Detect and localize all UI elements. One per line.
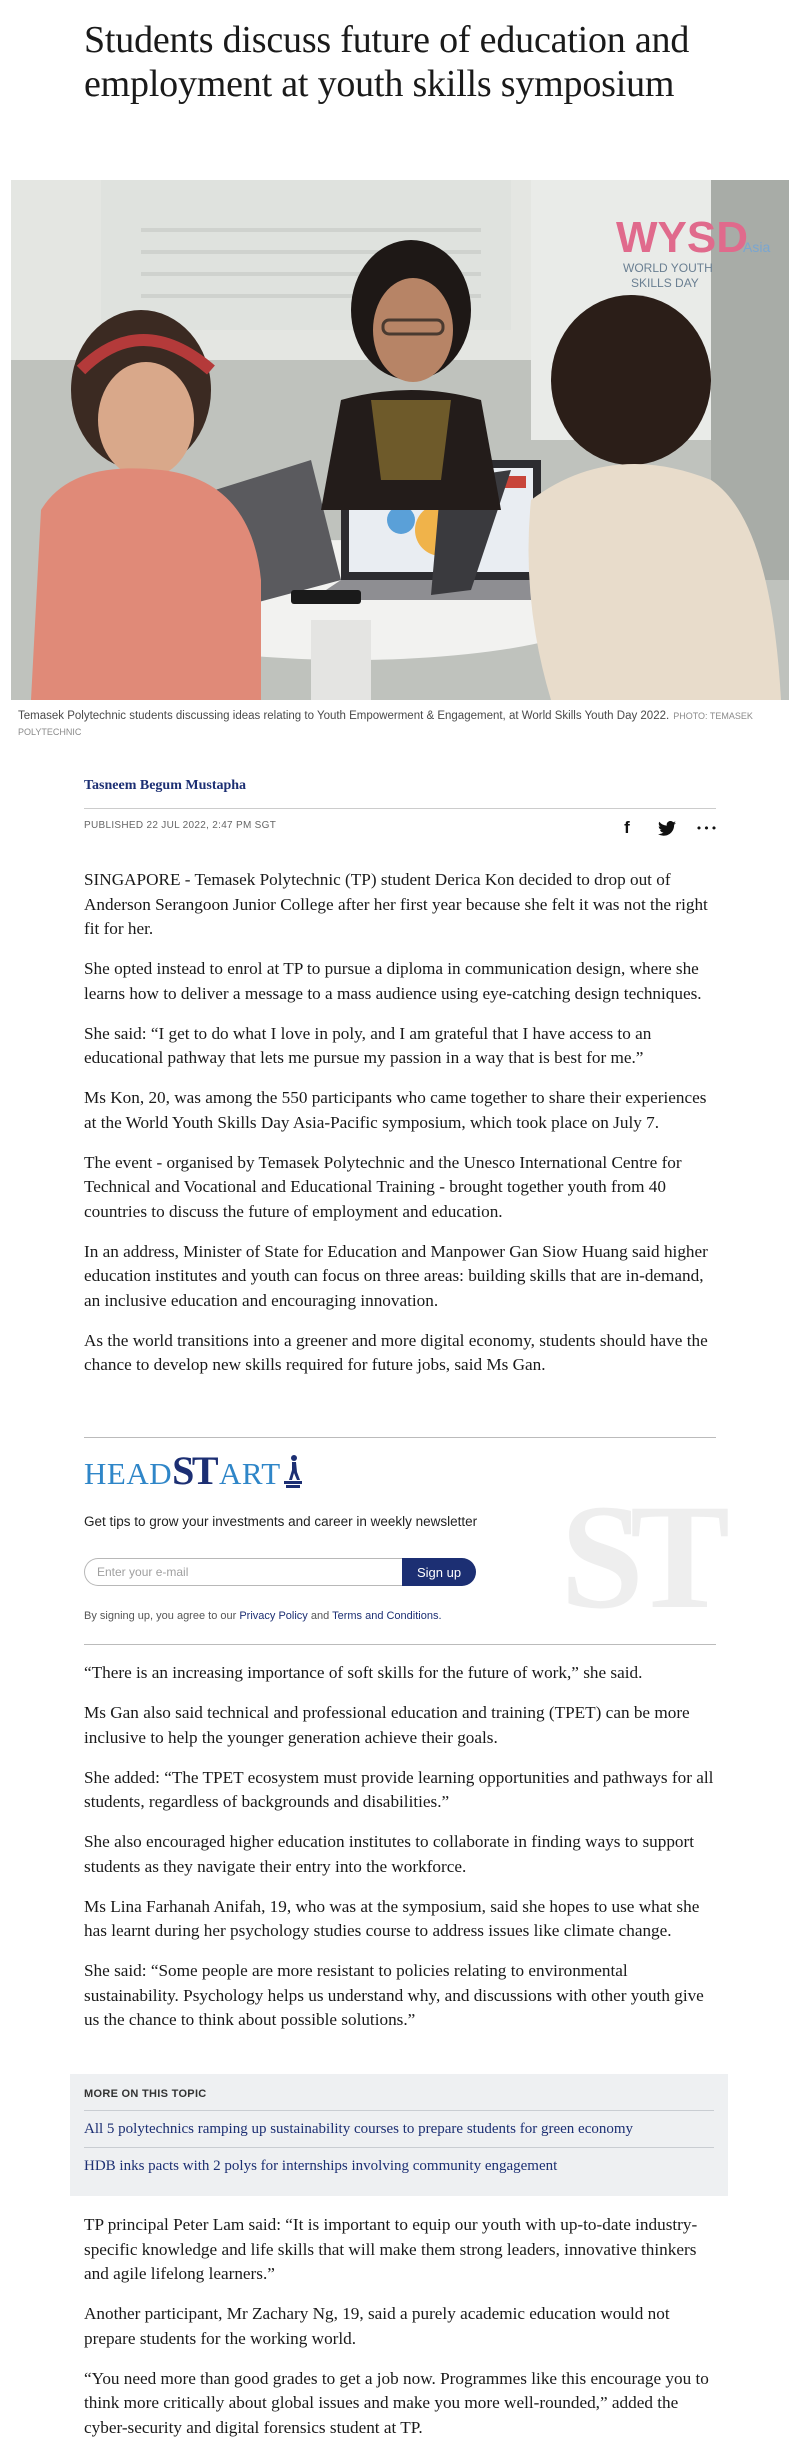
image-caption bbox=[18, 708, 788, 740]
headstart-logo-part2: ART bbox=[219, 1456, 281, 1491]
newsletter-bottom-divider bbox=[84, 1644, 716, 1645]
email-input[interactable] bbox=[84, 1558, 402, 1586]
headstart-logo-part1: HEAD bbox=[84, 1456, 173, 1491]
related-article-link[interactable]: All 5 polytechnics ramping up sustainability courses to prepare students for green economy bbox=[84, 2110, 714, 2147]
article-paragraph: Ms Lina Farhanah Anifah, 19, who was at the symposium, said she hopes to use what she has learnt during her psychology studies course to address issues like climate change. bbox=[84, 1896, 700, 1940]
article-paragraph: She also encouraged higher education institutes to collaborate in finding ways to support students as they navigate their entry into the workforce. bbox=[84, 1832, 695, 1876]
article-body-part-2 bbox=[84, 1661, 716, 2048]
headstart-logo-t: T bbox=[191, 1448, 220, 1493]
more-on-this-topic-title: MORE ON THIS TOPIC bbox=[84, 2088, 207, 2100]
article-paragraph: She opted instead to enrol at TP to pursue a diploma in communication design, where she learns how to deliver a message to a mass audience using eye-catching design techniques. bbox=[84, 959, 702, 1003]
more-on-this-topic bbox=[70, 2074, 728, 2196]
privacy-policy-link[interactable]: Privacy Policy bbox=[239, 1610, 308, 1622]
headstart-logo bbox=[84, 1448, 302, 1493]
image-caption-text: Temasek Polytechnic students discussing ideas relating to Youth Empowerment & Engagement, at World Skills Youth Day 2022. bbox=[18, 710, 670, 722]
legal-prefix: By signing up, you agree to our bbox=[84, 1610, 237, 1622]
newsletter-signup bbox=[84, 1448, 716, 1640]
st-watermark: ST bbox=[560, 1474, 716, 1640]
more-options-icon: ••• bbox=[695, 821, 719, 835]
students-photo bbox=[11, 180, 789, 700]
article-paragraph: As the world transitions into a greener and more digital economy, students should have the chance to develop new skills required for future jobs, said Ms Gan. bbox=[84, 1330, 708, 1374]
article-paragraph: She added: “The TPET ecosystem must provide learning opportunities and pathways for all students, regardless of backgrounds and disabilities.” bbox=[84, 1767, 714, 1811]
author-byline[interactable]: Tasneem Begum Mustapha bbox=[84, 778, 247, 793]
related-article-link[interactable]: HDB inks pacts with 2 polys for internships involving community engagement bbox=[84, 2147, 714, 2184]
terms-link[interactable]: Terms and Conditions. bbox=[332, 1610, 442, 1622]
legal-and: and bbox=[310, 1610, 330, 1622]
newsletter-top-divider bbox=[84, 1437, 716, 1438]
wysd-logo-line2: SKILLS DAY bbox=[631, 276, 699, 290]
article-headline: Students discuss future of education and employment at youth skills symposium bbox=[84, 19, 690, 105]
article-hero-image bbox=[11, 180, 789, 700]
wysd-logo-line1: WORLD YOUTH bbox=[623, 261, 713, 275]
article-paragraph: “You need more than good grades to get a job now. Programmes like this encourage you to think more critically about global issues and make you more well-rounded,” added the cyber-security and digital forensics student at TP. bbox=[84, 2368, 709, 2437]
newsletter-legal bbox=[84, 1610, 442, 1622]
article-paragraph: SINGAPORE - Temasek Polytechnic (TP) student Derica Kon decided to drop out of Anderson Serangoon Junior College after her first year because she felt it was not the right fit for her. bbox=[84, 870, 708, 938]
signup-button[interactable]: Sign up bbox=[402, 1558, 476, 1586]
article-paragraph: Another participant, Mr Zachary Ng, 19, said a purely academic education would not prepare students for the working world. bbox=[84, 2304, 670, 2348]
headstart-logo-s: S bbox=[172, 1448, 195, 1493]
article-paragraph: TP principal Peter Lam said: “It is important to equip our youth with up-to-date industry-specific knowledge and life skills that will make them strong leaders, innovative thinkers and agile lifelong learners.” bbox=[84, 2215, 698, 2283]
article-paragraph: Ms Kon, 20, was among the 550 participants who came together to share their experiences at the World Youth Skills Day Asia-Pacific symposium, which took place on July 7. bbox=[84, 1088, 707, 1132]
published-timestamp: PUBLISHED 22 JUL 2022, 2:47 PM SGT bbox=[84, 820, 277, 831]
meta-divider bbox=[84, 808, 716, 809]
image-credit: PHOTO: TEMASEK POLYTECHNIC bbox=[18, 711, 753, 737]
facebook-share-button[interactable] bbox=[614, 815, 640, 841]
article-paragraph: She said: “I get to do what I love in poly, and I am grateful that I have access to an educational pathway that lets me pursue my passion in a way that is best for me.” bbox=[84, 1023, 652, 1067]
wysd-logo: WYSD bbox=[616, 213, 748, 262]
article-paragraph: “There is an increasing importance of soft skills for the future of work,” she said. bbox=[84, 1663, 643, 1682]
article-paragraph: The event - organised by Temasek Polytechnic and the Unesco International Centre for Technical and Vocational and Educational Training - brought together youth from 40 countries to discuss the future of employment and education. bbox=[84, 1152, 682, 1221]
climber-icon bbox=[284, 1454, 302, 1488]
twitter-icon bbox=[658, 821, 676, 836]
article-paragraph: In an address, Minister of State for Education and Manpower Gan Siow Huang said higher education institutes and youth can focus on three areas: building skills that are in-demand, an inclusive education and encouraging innovation. bbox=[84, 1241, 708, 1310]
twitter-share-button[interactable] bbox=[654, 815, 680, 841]
article-paragraph: Ms Gan also said technical and professional education and training (TPET) can be more inclusive to help the younger generation achieve their goals. bbox=[84, 1703, 690, 1747]
article-body-part-3 bbox=[84, 2213, 716, 2451]
article-body-part-1 bbox=[84, 868, 716, 1393]
wysd-logo-tail: Asia bbox=[743, 239, 771, 255]
newsletter-tagline: Get tips to grow your investments and career in weekly newsletter bbox=[84, 1514, 478, 1529]
more-options-button[interactable] bbox=[694, 815, 720, 841]
facebook-icon: f bbox=[624, 818, 630, 837]
article-paragraph: She said: “Some people are more resistant to policies relating to environmental sustainability. Psychology helps us understand why, and discussions with other youth give us the chance to think about possible solutions.” bbox=[84, 1961, 704, 2029]
